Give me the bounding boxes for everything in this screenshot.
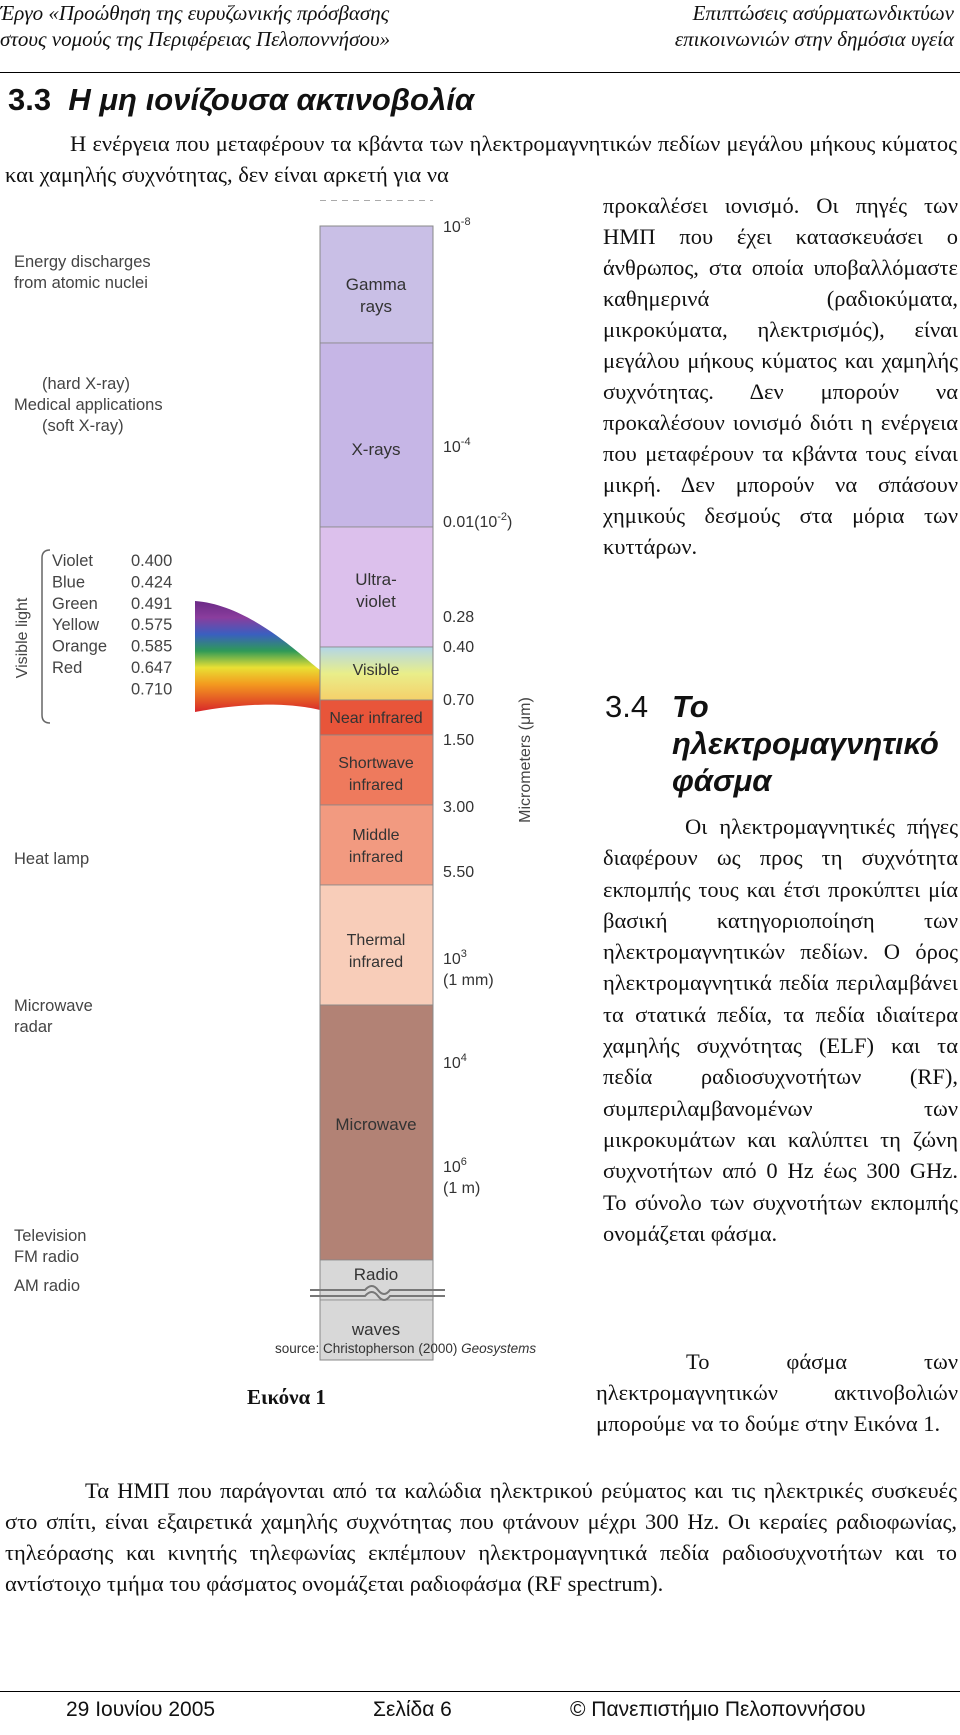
visible-light-label: Visible light <box>14 597 31 679</box>
band-6 <box>320 805 433 885</box>
scale-label-11-sup: 6 <box>460 1156 467 1168</box>
source-xray-line3: (soft X-ray) <box>42 417 124 435</box>
scale-label-9-base: 10 <box>443 951 461 968</box>
scale-label-6-base: 1.50 <box>443 732 475 749</box>
scale-label-7-base: 3.00 <box>443 799 475 816</box>
source-gamma-line1: Energy discharges <box>14 253 151 271</box>
figure-source-book: Geosystems <box>461 1341 537 1356</box>
header-right <box>534 0 954 52</box>
section-3-3-paragraph-continued: προκαλέσει ιονισμό. Οι πηγές των ΗΜΠ που έχει κατασκευάσει ο άνθρωπος, στα οποία υποβαλλόμαστε καθημερινά (ραδιοκύματα, μικροκύματα, ηλεκτρισμός), είναι μεγάλου μήκους κύματος και χαμηλής συχνότητας. Δεν μπορούν να προκαλέσουν ιονισμό διότι η ενέργεια που μεταφέρουν τα κβάντα τους είναι μικρή. Δεν μπορούν να σπάσουν χημικούς δεσμούς στα μόρια των κυττάρων. <box>603 193 958 559</box>
source-gamma-line2: from atomic nuclei <box>14 274 148 292</box>
color-list <box>52 552 172 698</box>
section-3-4-paragraph-2: Το φάσμα των ηλεκτρομαγνητικών ακτινοβολιών μπορούμε να το δούμε στην Εικόνα 1. <box>596 1349 958 1436</box>
color-value-5: 0.647 <box>131 659 173 677</box>
band-label-6-line2: infrared <box>348 849 404 866</box>
color-name-0: Violet <box>52 552 93 570</box>
scale-label-5-base: 0.70 <box>443 692 475 709</box>
section-3-4-title-line2: ηλεκτρομαγνητικό <box>672 726 939 761</box>
scale-label-11 <box>443 1156 467 1176</box>
footer-divider <box>0 1691 960 1692</box>
scale-label-4-base: 0.40 <box>443 639 475 656</box>
scale-label-0 <box>443 216 471 236</box>
scale-labels <box>443 216 512 1197</box>
band-1 <box>320 343 433 527</box>
section-3-4-title-line3: φάσμα <box>672 763 772 798</box>
scale-label-9-line2: (1 mm) <box>443 972 494 989</box>
band-label-6: Middle <box>352 827 400 844</box>
scale-label-1-sup: -4 <box>460 436 471 448</box>
band-label-5: Shortwave <box>338 755 414 772</box>
axis-label: Micrometers (μm) <box>517 697 534 823</box>
figure-source-credit <box>275 1341 536 1356</box>
header-left-line2: στους νομούς της Περιφέρειας Πελοποννήσου» <box>0 27 391 51</box>
section-3-4-number: 3.4 <box>605 689 649 724</box>
band-label-2: Ultra- <box>355 570 397 589</box>
band-label-8: Microwave <box>335 1115 417 1134</box>
band-label-7: Thermal <box>346 932 406 949</box>
source-television: Television <box>14 1227 87 1245</box>
band-label-0: Gamma <box>345 275 407 294</box>
source-xray-line1: (hard X-ray) <box>42 375 131 393</box>
header-right-line1: Επιπτώσεις ασύρματωνδικτύων <box>692 1 954 25</box>
footer-page-number: Σελίδα 6 <box>373 1698 452 1721</box>
scale-label-1 <box>443 436 471 456</box>
color-value-6: 0.710 <box>131 680 173 699</box>
color-name-3: Yellow <box>52 616 100 635</box>
band-label-4: Near infrared <box>329 710 423 727</box>
band-label-7-line2: infrared <box>348 954 404 971</box>
scale-label-10-sup: 4 <box>460 1052 467 1064</box>
scale-label-5 <box>443 692 474 709</box>
source-microwave-line1: Microwave <box>14 997 93 1015</box>
em-spectrum-diagram <box>0 200 590 1370</box>
color-name-4: Orange <box>52 637 108 656</box>
scale-label-11-base: 10 <box>443 1159 461 1176</box>
section-3-3-heading <box>8 82 474 118</box>
section-3-3-number: 3.3 <box>8 82 52 117</box>
visible-light-bracket <box>42 550 50 723</box>
scale-label-1-base: 10 <box>443 439 461 456</box>
band-label-2-line2: violet <box>356 592 396 611</box>
section-3-4-title-line1: Το <box>672 689 709 724</box>
header-right-line2: επικοινωνιών στην δημόσια υγεία <box>674 27 954 51</box>
scale-label-2-tail: ) <box>507 514 513 531</box>
section-3-3-title: Η μη ιονίζουσα ακτινοβολία <box>68 82 475 117</box>
scale-label-11-line2: (1 m) <box>443 1180 481 1197</box>
scale-label-3-base: 0.28 <box>443 609 475 626</box>
figure-caption: Εικόνα 1 <box>247 1385 326 1409</box>
color-value-4: 0.585 <box>131 637 173 656</box>
scale-label-10-base: 10 <box>443 1055 461 1072</box>
figure-source-prefix: source: Christopherson (2000) <box>275 1341 462 1356</box>
footer-copyright: © Πανεπιστήμιο Πελοποννήσου <box>570 1698 866 1721</box>
header-left-line1: Έργο «Προώθηση της ευρυζωνικής πρόσβασης <box>0 1 390 25</box>
band-label-1: X-rays <box>351 440 401 459</box>
section-3-4-paragraph-3: Τα ΗΜΠ που παράγονται από τα καλώδια ηλεκτρικού ρεύματος και τις ηλεκτρικές συσκευές στο σπίτι, είναι εξαιρετικά χαμηλής συχνότητας που φτάνουν μέχρι 300 Hz. Οι κεραίες ραδιοφωνίας, τηλεόρασης και κινητής τηλεφωνίας εκπέμπουν ηλεκτρομαγνητικά πεδία ραδιοσυχνοτήτων και το αντίστοιχο τμήμα του φάσματος ονομάζεται ραδιοφάσμα (RF spectrum). <box>5 1478 957 1596</box>
color-value-3: 0.575 <box>131 616 173 635</box>
visible-light-fan <box>195 601 320 712</box>
color-value-2: 0.491 <box>131 594 173 613</box>
header-left <box>0 0 470 52</box>
color-name-1: Blue <box>52 573 86 592</box>
source-microwave-line2: radar <box>14 1018 53 1036</box>
source-heat-lamp: Heat lamp <box>14 850 90 868</box>
section-3-4-heading <box>605 688 960 798</box>
scale-label-2-sup: -2 <box>497 511 508 523</box>
band-label-3: Visible <box>352 662 400 679</box>
scale-label-0-base: 10 <box>443 219 461 236</box>
section-3-4-paragraph-1: Οι ηλεκτρομαγνητικές πήγες διαφέρουν ως προς τη συχνότητα εκπομπής τους και έτσι προκύπτει μία βασική κατηγοριοποίηση των ηλεκτρομαγνητικών πεδίων. Ο όρος ηλεκτρομαγνητικά πεδία περιλαμβάνει τα στατικά πεδία, τα πεδία ιδιαίτερα χαμηλής συχνότητας (ELF) και τα πεδία ραδιοσυχνοτήτων (RF), συμπεριλαμβανομένων των μικροκυμάτων και καλύπτει τη ζώνη συχνοτήτων από 0 Hz έως 300 GHz. Το σύνολο των συχνοτήτων εκπομπής ονομάζεται φάσμα. <box>603 814 958 1246</box>
scale-label-8-base: 5.50 <box>443 864 475 881</box>
source-fm-radio: FM radio <box>14 1248 80 1266</box>
section-3-3-paragraph: Η ενέργεια που μεταφέρουν τα κβάντα των ηλεκτρομαγνητικών πεδίων μεγάλου μήκους κύματος και χαμηλής συχνότητας, δεν είναι αρκετή για να <box>5 131 957 187</box>
color-value-1: 0.424 <box>131 573 173 592</box>
header-divider <box>0 72 960 73</box>
scale-label-10 <box>443 1052 467 1072</box>
band-label-9: Radio <box>353 1265 399 1284</box>
scale-label-0-sup: -8 <box>460 216 471 228</box>
color-name-5: Red <box>52 659 83 677</box>
color-value-0: 0.400 <box>131 552 173 570</box>
source-labels <box>14 253 163 1295</box>
scale-label-9 <box>443 948 467 968</box>
scale-label-6 <box>443 732 474 749</box>
band-label-5-line2: infrared <box>348 777 404 794</box>
color-name-2: Green <box>52 594 98 613</box>
footer-date: 29 Ιουνίου 2005 <box>66 1698 216 1721</box>
scale-label-8 <box>443 864 474 881</box>
scale-label-9-sup: 3 <box>460 948 467 960</box>
em-spectrum-figure <box>0 200 590 1370</box>
source-xray-line2: Medical applications <box>14 396 163 414</box>
scale-label-2 <box>443 511 512 531</box>
source-am-radio: AM radio <box>14 1277 81 1295</box>
scale-label-7 <box>443 799 474 816</box>
band-label-10: waves <box>351 1320 401 1339</box>
scale-label-4 <box>443 639 474 656</box>
scale-label-3 <box>443 609 474 626</box>
band-label-0-line2: rays <box>359 297 393 316</box>
scale-label-2-base: 0.01(10 <box>443 514 498 531</box>
